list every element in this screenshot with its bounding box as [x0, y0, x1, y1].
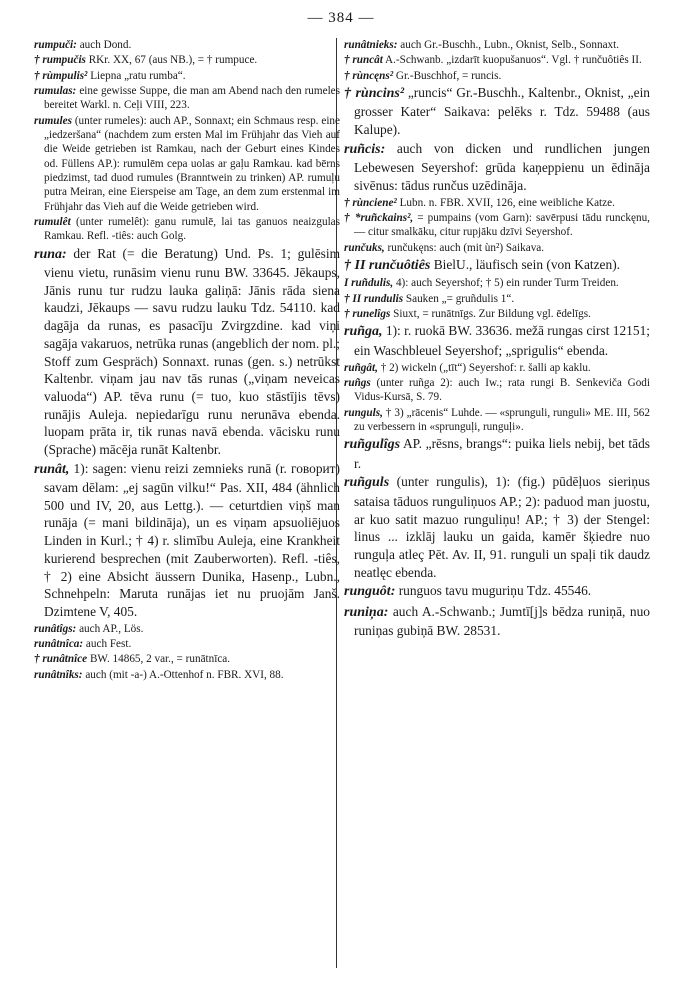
- dictionary-entry: [344, 38, 650, 52]
- dictionary-entry: [34, 668, 340, 682]
- dictionary-entry: [344, 256, 650, 275]
- dictionary-entry: [344, 376, 650, 405]
- entry-text: Liepna „ratu rumba“.: [87, 69, 186, 82]
- entry-text: auch AP., Lös.: [76, 622, 144, 635]
- entry-text: † 2) wickeln („tīt“) Seyershof: r. šalli ap kaklu.: [377, 361, 591, 374]
- entry-text: 4): auch Seyershof; † 5) ein runder Turm Treiden.: [393, 277, 619, 290]
- entry-text: 1): r. ruokā BW. 33636. mežā rungas cirst 12151; ein Waschbleuel Seyershof; „sprigulis“ ebenda.: [354, 323, 650, 358]
- entry-text: Gr.-Buschhof, = runcis.: [393, 69, 502, 82]
- entry-headword: † rùncęns²: [344, 69, 394, 82]
- entry-headword: runâtîgs:: [34, 622, 77, 635]
- entry-text: AP. „rēsns, brangs“: puika liels nebij, bet tāds r.: [354, 436, 650, 471]
- entry-text: † 3) „rācenis“ Luhde. — «sprunguli, runguli» ME. III, 562 zu verbessern in «sprunguļi, runguļi».: [354, 406, 650, 433]
- entry-headword: ruñga,: [344, 324, 383, 340]
- entry-headword: ruñgât,: [344, 361, 378, 374]
- entry-headword: runâtnîca:: [34, 637, 84, 650]
- entry-text: auch (mit -a-) A.-Ottenhof n. FBR. XVI, 88.: [82, 668, 284, 681]
- entry-text: (unter rumeles): auch AP., Sonnaxt; ein Schmaus resp. eine „iedzeršana“ (nachdem zum ersten Mal im Frühjahr das Vieh auf die Weide getrieben ist Ramkau, nach der Geburt eines Kindes od. Füllens AP.): rumulēm cepa uolas ar gaļu Ramkau. kad bērns piedzimst, tad duod rumules (Branntwein zu trinken) AP. rumuļu putra Meiran, eine Eierspeise am Tage, an dem zum erstenmal im Frühjahr das Vieh auf die Weide getrieben wird.: [44, 114, 340, 213]
- entry-text: runguos tavu muguriņu Tdz. 45546.: [395, 583, 592, 599]
- dictionary-entry: [344, 84, 650, 139]
- dictionary-entry: [344, 307, 650, 321]
- entry-text: auch Fest.: [83, 637, 132, 650]
- entry-headword: † rùnciene²: [344, 196, 397, 209]
- dictionary-entry: [344, 140, 650, 195]
- entry-text: (unter rumelêt): ganu rumulē, lai tas ganuos neaizgulas Ramkau. Refl. -tiês: auch Golg.: [44, 215, 340, 243]
- entry-text: der Rat (= die Beratung) Und. Ps. 1; gulēsim vienu vietu, runāsim vienu runu BW. 33645. Jēkaups, Jānis runu tur rudzu lauka galiņā: Jānis rāda siena kaudzi, Jēkaups — savu rudzu lauku Tdz. 54110. kad dagāja da runas, es pasacīju Zvirgzdine. kad viņi sagāja vakaruos, netrūka runas (angeblich der nom. pl.; Stoff zum Gespräch) Sonnaxt. runas (gen. s.) netrūkst Kaltenbr. viņam jau nav tās runas („viņam neveicas valuoda“) AP. tēva runu (= tuo, kuo stāstījis tēvs) runājis Auleja. nepiedarīgu runu nerunāva ebenda. luopam prāta ir, tik runas navā ebenda. vācisku runu (Sprache) mācēja runāt Kaltenbr.: [44, 245, 340, 457]
- entry-headword: runâtnieks:: [344, 39, 398, 51]
- dictionary-entry: [344, 361, 650, 375]
- dictionary-entry: [34, 69, 340, 83]
- dictionary-entry: [344, 603, 650, 640]
- entry-headword: † *ruñckains²,: [344, 212, 414, 224]
- entry-text: Siuxt, = runātnīgs. Zur Bildung vgl. ēdelīgs.: [390, 308, 591, 321]
- entry-headword: ruñguls: [344, 475, 390, 491]
- entry-headword: † rumpučis: [34, 54, 86, 67]
- entry-text: auch Gr.-Buschh., Lubn., Oknist, Selb., Sonnaxt.: [397, 39, 620, 51]
- entry-headword: rumules: [34, 114, 72, 127]
- dictionary-entry: [34, 84, 340, 113]
- dictionary-entry: [344, 211, 650, 240]
- entry-text: = pumpains (vom Garn): savērpusi tādu runckęnu, — citur smalkāku, citur rupjāku dzīvi Seyershof.: [354, 212, 650, 239]
- entry-headword: ruñgs: [344, 376, 371, 389]
- dictionary-entry: [34, 460, 340, 621]
- entry-headword: I ruñdulis,: [344, 277, 394, 290]
- entry-text: 1): sagen: vienu reizi zemnieks runā (r. говорит) savam dēlam: „ej sagūn vilku!“ Pas. XII, 484 (ähnlich 500 und IV, 20, aus Lettg.). — ceturtdien viņš man runāja (= mani bildināja), un es viņam apsuoliējuos Linden in Kurl.; † 4) r. slimību Auleja, eine Krankheit kurierend besprechen (mit Zauberworten). Refl. -tiês, † 2) eine Absicht äussern Dunika, Hasenp., Lubn., Schnehpeln: Maruta runājas iet nu pruojām Janš. Dzimtene V, 405.: [44, 460, 340, 619]
- dictionary-entry: [344, 196, 650, 210]
- right-column: [344, 38, 650, 641]
- entry-headword: rumulas:: [34, 84, 77, 97]
- entry-text: BielU., läufisch sein (von Katzen).: [430, 256, 621, 272]
- page-number: — 384 —: [307, 10, 375, 26]
- entry-headword: † rùmpulis²: [34, 69, 88, 82]
- dictionary-entry: [344, 322, 650, 359]
- entry-text: Sauken „= gruñdulis 1“.: [403, 292, 515, 305]
- entry-headword: runguôt:: [344, 584, 396, 600]
- entry-text: runčukęns: auch (mit ùn²) Saikava.: [384, 241, 545, 254]
- entry-headword: † runcât: [344, 54, 383, 67]
- dictionary-entry: [344, 582, 650, 601]
- dictionary-entry: [344, 276, 650, 290]
- entry-text: auch von dicken und rundlichen jungen Lebewesen Seyershof: grūda kaņeppienu un ēdināja sivēnus: tādus runčus uzēdināja.: [354, 140, 650, 193]
- entry-headword: ruñcis:: [344, 141, 386, 157]
- dictionary-entry: [34, 114, 340, 214]
- dictionary-entry: [344, 435, 650, 472]
- entry-headword: runguls,: [344, 406, 383, 419]
- entry-text: RKr. XX, 67 (aus NB.), = † rumpuce.: [85, 54, 258, 67]
- dictionary-entry: [34, 215, 340, 244]
- entry-text: „runcis“ Gr.-Buschh., Kaltenbr., Oknist, „ein grosser Kater“ Saikava: pelēks r. Tdz. 59488 (aus Kalupe).: [354, 84, 650, 138]
- entry-headword: runât,: [34, 461, 70, 477]
- entry-headword: rumulêt: [34, 215, 71, 228]
- entry-headword: † rùncins²: [344, 85, 405, 101]
- entry-headword: runčuks,: [344, 241, 385, 254]
- dictionary-entry: [34, 38, 340, 52]
- entry-text: eine gewisse Suppe, die man am Abend nach den rumeles bereitet Warkl. n. Ceļi VIII, 223.: [44, 84, 340, 112]
- entry-headword: ruñgulîgs: [344, 437, 401, 453]
- entry-headword: † II runčuôtiês: [344, 257, 431, 273]
- entry-text: (unter ruñga 2): auch Iw.; rata rungi B. Senkeviča Godi Vidus-Kursā, S. 79.: [354, 376, 650, 404]
- dictionary-entry: [344, 53, 650, 67]
- entry-headword: † II rundulis: [344, 292, 404, 305]
- dictionary-entry: [34, 622, 340, 636]
- entry-text: auch Dond.: [76, 39, 132, 51]
- dictionary-entry: [344, 292, 650, 306]
- entry-text: A.-Schwanb. „izdarīt kuopušanuos“. Vgl. † runčuôtiês II.: [382, 54, 642, 67]
- entry-text: Lubn. n. FBR. XVII, 126, eine weibliche Katze.: [396, 196, 615, 209]
- entry-headword: rumpuči:: [34, 39, 77, 51]
- entry-text: auch A.-Schwanb.; Jumtī[j]s bēdza runiņā, nuo runiņas gubiņā BW. 28531.: [354, 603, 650, 639]
- dictionary-entry: [34, 637, 340, 651]
- dictionary-entry: [344, 473, 650, 581]
- dictionary-entry: [344, 241, 650, 255]
- entry-headword: runa:: [34, 246, 67, 262]
- left-column: [34, 38, 340, 683]
- dictionary-entry: [344, 406, 650, 435]
- entry-text: (unter rungulis), 1): (fig.) pūdēļuos sieriņus sataisa tāduos runguliņuos AP.; 2): paduod man juostu, ar kuo satit mazuo runguliņu! AP.; † 3) der Stengel: linus ... izklāj lauku un gaida, kamēr šķiedre nuo runguļa atleç Pēt. Av. II, 91. runguli un spaļi tik daudz neatlęc ebenda.: [354, 474, 650, 580]
- entry-headword: † runelîgs: [344, 308, 391, 321]
- dictionary-entry: [34, 245, 340, 459]
- entry-text: BW. 14865, 2 var., = runātnīca.: [87, 653, 231, 666]
- dictionary-entry: [34, 53, 340, 67]
- dictionary-entry: [344, 69, 650, 83]
- entry-headword: runiņa:: [344, 604, 389, 620]
- dictionary-entry: [34, 652, 340, 666]
- entry-headword: † runâtnîce: [34, 653, 88, 666]
- entry-headword: runâtnîks:: [34, 668, 83, 681]
